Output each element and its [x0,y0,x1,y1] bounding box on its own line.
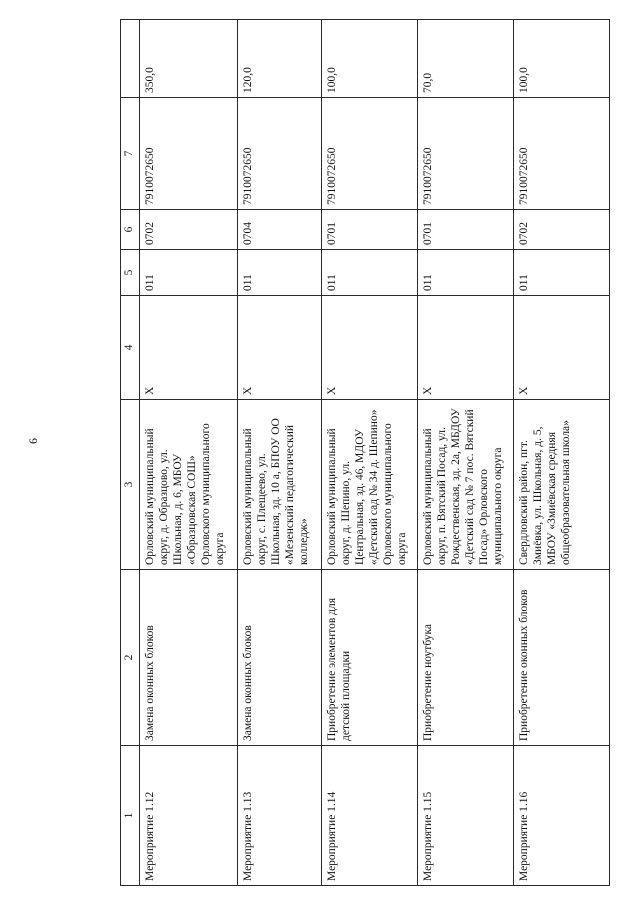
col5-value: 0702 [140,210,238,250]
col6-value: 7910072650 [321,98,417,210]
event-id: Мероприятие 1.16 [513,746,609,886]
col4-value: 011 [417,250,513,296]
col6-value: 7910072650 [513,98,609,210]
header-cell: 3 [121,400,140,570]
table-row [140,20,238,886]
col3-value: Х [417,296,513,400]
table-header-row [121,20,140,886]
amount-value: 120,0 [238,20,321,98]
col6-value: 7910072650 [238,98,321,210]
event-id: Мероприятие 1.15 [417,746,513,886]
col5-value: 0701 [417,210,513,250]
header-cell: 7 [121,98,140,210]
col3-value: Х [140,296,238,400]
header-cell: 1 [121,746,140,886]
table-row [417,20,513,886]
table-row [238,20,321,886]
col5-value: 0702 [513,210,609,250]
event-name: Приобретение ноутбука [417,570,513,746]
event-location: Орловский муниципальный округ, д. Шепино, ул. Центральная, зд. 46, МДОУ «Детский сад № 34 д. Шепино» Орловского муниципального округа [321,400,417,570]
event-name: Приобретение элементов для детской площадки [321,570,417,746]
amount-value: 350,0 [140,20,238,98]
col6-value: 7910072650 [417,98,513,210]
col6-value: 7910072650 [140,98,238,210]
event-location: Орловский муниципальный округ, д. Образцово, ул. Школьная, д. 6, МБОУ «Образцовская СОШ» Орловского муниципального округа [140,400,238,570]
col5-value: 0701 [321,210,417,250]
header-cell: 5 [121,250,140,296]
col4-value: 011 [140,250,238,296]
amount-value: 70,0 [417,20,513,98]
col3-value: Х [513,296,609,400]
col3-value: Х [321,296,417,400]
event-name: Замена оконных блоков [238,570,321,746]
col4-value: 011 [238,250,321,296]
amount-value: 100,0 [513,20,609,98]
col5-value: 0704 [238,210,321,250]
amount-value: 100,0 [321,20,417,98]
event-id: Мероприятие 1.14 [321,746,417,886]
event-id: Мероприятие 1.12 [140,746,238,886]
page-number: 6 [26,438,40,444]
table-row [513,20,609,886]
col3-value: Х [238,296,321,400]
event-location: Орловский муниципальный округ, п. Вятский Посад, ул. Рождественская, зд. 2а, МБДОУ «Детский сад № 7 пос. Вятский Посад» Орловского муниципального округа [417,400,513,570]
event-location: Орловский муниципальный округ, с. Плещеево, ул. Школьная, зд. 10 а, БПОУ ОО «Мезенский педагогический колледж» [238,400,321,570]
header-cell: 4 [121,296,140,400]
col4-value: 011 [513,250,609,296]
event-location: Свердловский район, пгт. Змиёвка, ул. Школьная, д. 5, МБОУ «Змиёвская средняя общеобразовательная школа» [513,400,609,570]
budget-table [120,19,610,886]
col4-value: 011 [321,250,417,296]
event-name: Замена оконных блоков [140,570,238,746]
rotated-table-container [120,20,610,886]
table-row [321,20,417,886]
event-id: Мероприятие 1.13 [238,746,321,886]
header-cell: 6 [121,210,140,250]
header-cell: 2 [121,570,140,746]
header-cell-empty [121,20,140,98]
event-name: Приобретение оконных блоков [513,570,609,746]
